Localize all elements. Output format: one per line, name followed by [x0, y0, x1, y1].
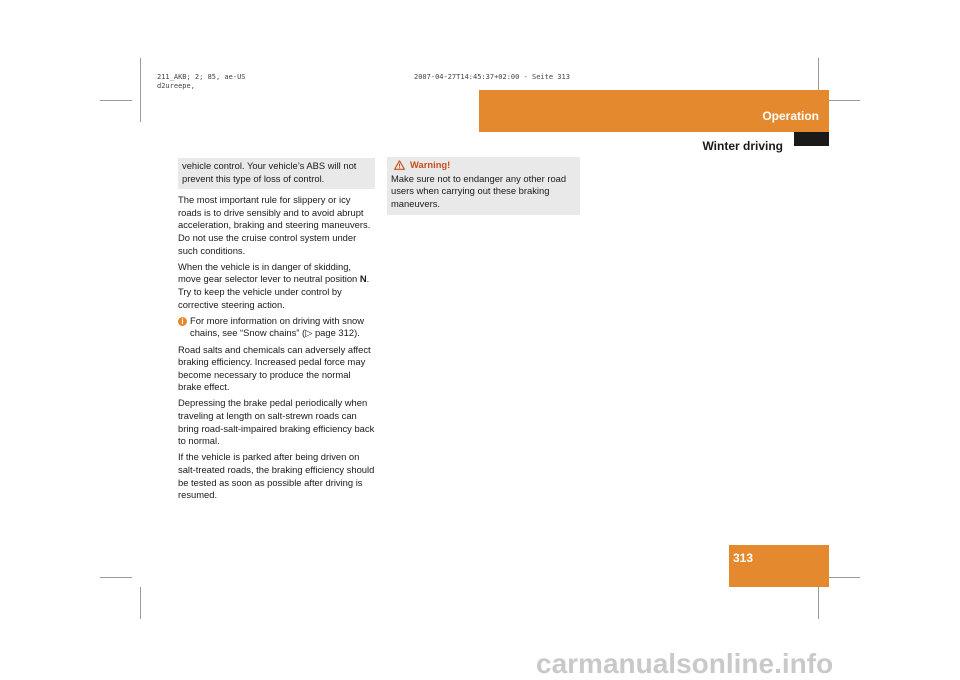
- info-text: For more information on driving with snow chains, see “Snow chains” (▷ page 312).: [190, 314, 365, 339]
- paragraph-skidding-part2: . Try to keep the vehicle under control by corrective steering action.: [178, 273, 370, 310]
- paragraph-parked-vehicle: If the vehicle is parked after being driven on salt-treated roads, the braking efficiency should be tested as soon as possible after driving is resumed.: [178, 451, 375, 501]
- crop-mark: [828, 100, 860, 101]
- subsection-marker: [794, 132, 829, 146]
- warning-box: [387, 157, 580, 215]
- crop-mark: [140, 587, 141, 619]
- info-icon: i: [178, 317, 187, 326]
- info-note: [178, 315, 375, 340]
- gear-position-n: N: [359, 273, 367, 285]
- paragraph-brake-pedal: Depressing the brake pedal periodically when traveling at length on salt-strewn roads can bring road-salt-impaired braking efficiency back to normal.: [178, 397, 375, 447]
- crop-mark: [828, 577, 860, 578]
- paragraph-skidding-part1: When the vehicle is in danger of skidding, move gear selector lever to neutral position: [178, 260, 360, 285]
- crop-mark: [818, 587, 819, 619]
- print-meta-left-line1: 211_AKB; 2; 85, ae-US: [157, 73, 246, 81]
- continued-box: vehicle control. Your vehicle’s ABS will not prevent this type of loss of control.: [178, 158, 375, 189]
- paragraph-skidding: [178, 261, 375, 311]
- paragraph-road-salts: Road salts and chemicals can adversely affect braking efficiency. Increased pedal force may become necessary to produce the normal brake effect.: [178, 343, 371, 393]
- crop-mark: [100, 577, 132, 578]
- watermark: carmanualsonline.info: [536, 648, 834, 679]
- warning-triangle-icon: [394, 160, 405, 170]
- page-number: 313: [733, 551, 754, 565]
- crop-mark: [140, 58, 141, 122]
- print-meta-left: [157, 73, 246, 91]
- section-title: Operation: [762, 109, 819, 123]
- left-column: [178, 158, 375, 505]
- right-column: [387, 157, 580, 215]
- print-meta-left-line2: d2ureepe,: [157, 82, 195, 90]
- crop-mark: [100, 100, 132, 101]
- print-meta-right: 2007-04-27T14:45:37+02:00 - Seite 313: [414, 73, 570, 81]
- section-header-bar: [479, 90, 829, 132]
- warning-title: Warning!: [410, 159, 451, 170]
- warning-text: Make sure not to endanger any other road users when carrying out these braking maneuvers.: [391, 172, 567, 209]
- subsection-title: Winter driving: [702, 139, 783, 153]
- paragraph-slippery-roads: The most important rule for slippery or icy roads is to drive sensibly and to avoid abrupt acceleration, braking and steering maneuvers. Do not use the cruise control system under such conditions.: [178, 194, 371, 256]
- warning-header: [391, 159, 577, 172]
